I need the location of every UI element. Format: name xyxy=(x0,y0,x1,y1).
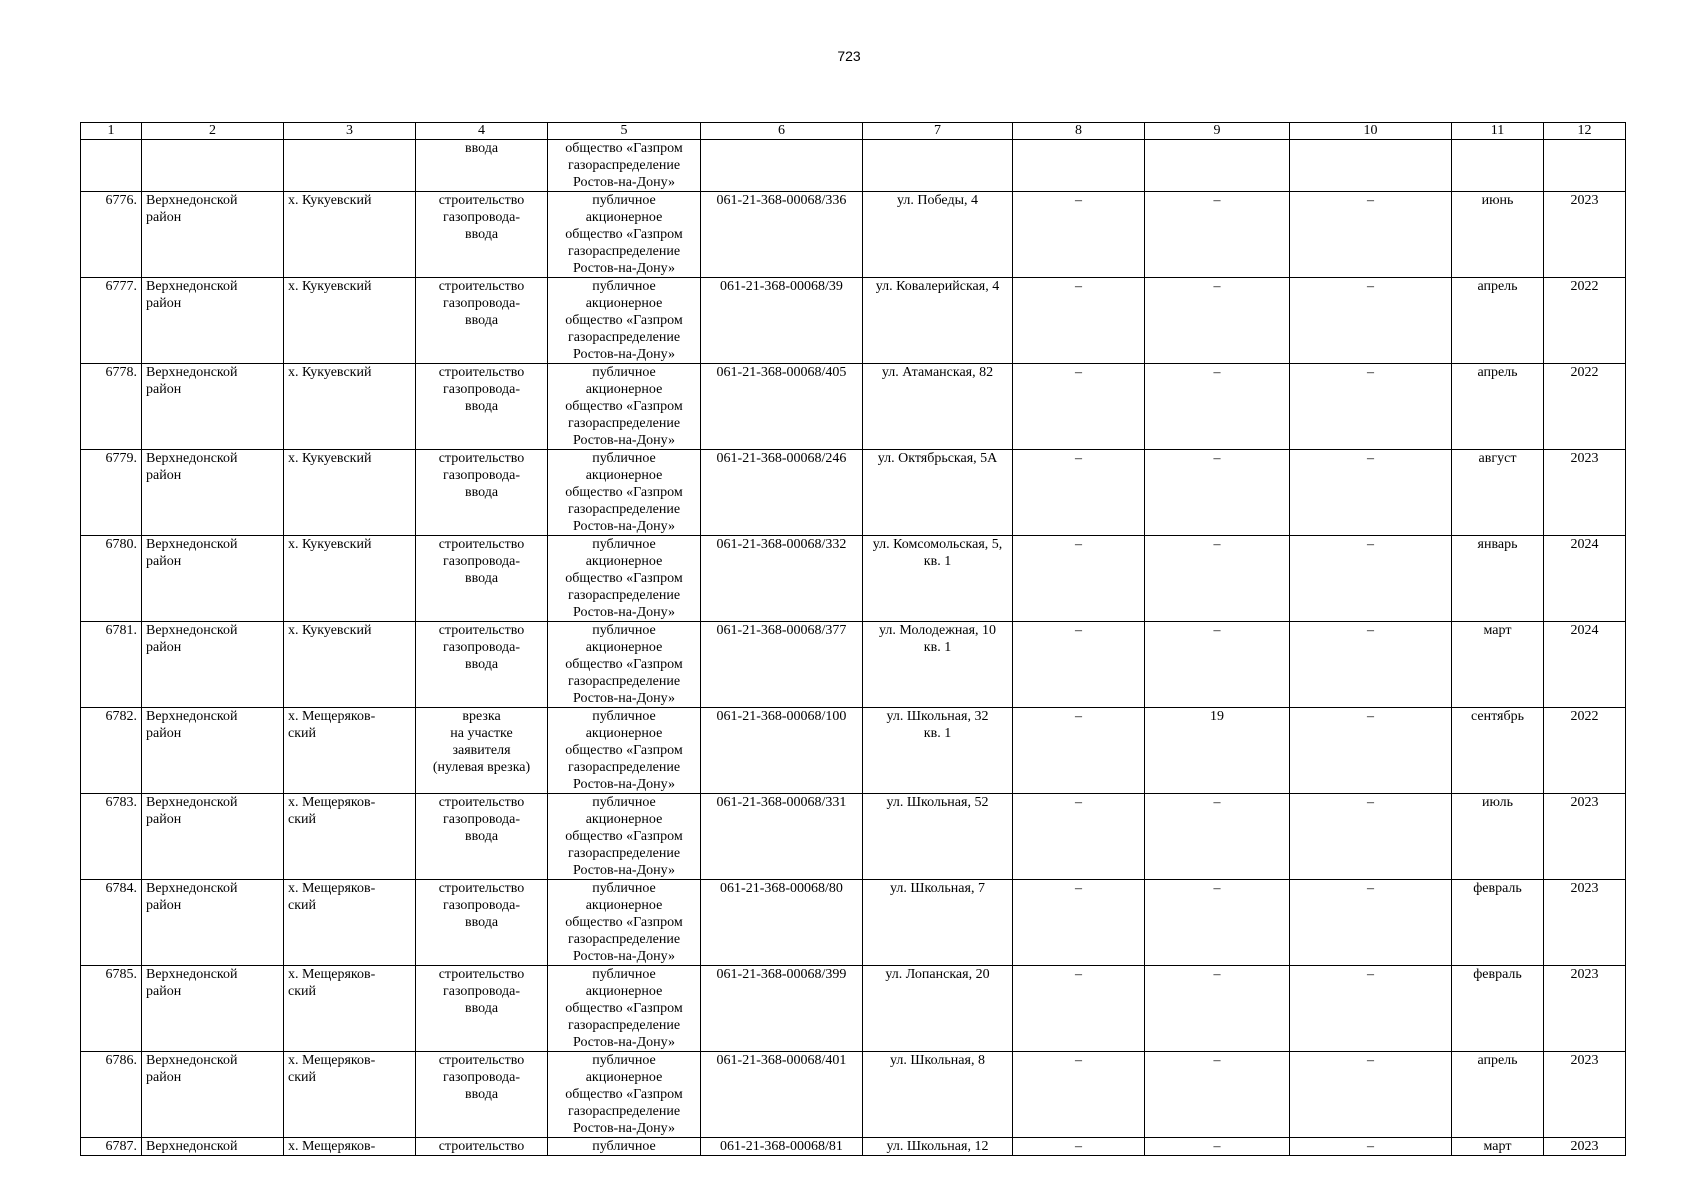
cell-work-type: строительство газопровода- ввода xyxy=(416,364,548,450)
cell-district: Верхнедонской район xyxy=(142,1052,284,1138)
table-row xyxy=(81,364,1626,450)
cell-col-9: – xyxy=(1145,278,1290,364)
cell-col-10: – xyxy=(1290,536,1452,622)
cell-col-8: – xyxy=(1013,364,1145,450)
cell-empty xyxy=(1544,140,1626,192)
cell-locality: х. Кукуевский xyxy=(284,622,416,708)
cell-year: 2023 xyxy=(1544,1052,1626,1138)
table-row xyxy=(81,278,1626,364)
column-header: 10 xyxy=(1290,123,1452,140)
cell-col-8: – xyxy=(1013,708,1145,794)
cell-locality: х. Мещеряков- ский xyxy=(284,708,416,794)
cell-address: ул. Школьная, 32 кв. 1 xyxy=(863,708,1013,794)
cell-col-9: – xyxy=(1145,450,1290,536)
cell-col-8: – xyxy=(1013,192,1145,278)
cell-district: Верхнедонской район xyxy=(142,450,284,536)
cell-col-9: – xyxy=(1145,1138,1290,1156)
cell-year: 2023 xyxy=(1544,450,1626,536)
column-header: 4 xyxy=(416,123,548,140)
cell-registration-code: 061-21-368-00068/331 xyxy=(701,794,863,880)
cell-locality: х. Кукуевский xyxy=(284,364,416,450)
cell-col-10: – xyxy=(1290,966,1452,1052)
cell-col-9: – xyxy=(1145,880,1290,966)
cell-registration-code: 061-21-368-00068/332 xyxy=(701,536,863,622)
cell-row-number: 6784. xyxy=(81,880,142,966)
table-row xyxy=(81,966,1626,1052)
cell-year: 2022 xyxy=(1544,708,1626,794)
cell-col-8: – xyxy=(1013,536,1145,622)
continuation-row xyxy=(81,140,1626,192)
cell-row-number: 6787. xyxy=(81,1138,142,1156)
table-row xyxy=(81,622,1626,708)
cell-organization: публичное акционерное общество «Газпром газораспределение Ростов-на-Дону» xyxy=(548,278,701,364)
cell-col-9: – xyxy=(1145,536,1290,622)
table-row xyxy=(81,450,1626,536)
cell-col-8: – xyxy=(1013,622,1145,708)
table-row xyxy=(81,794,1626,880)
registry-table xyxy=(80,122,1626,1156)
cell-year: 2022 xyxy=(1544,364,1626,450)
cell-month: март xyxy=(1452,622,1544,708)
cell-year: 2024 xyxy=(1544,536,1626,622)
cell-month: февраль xyxy=(1452,880,1544,966)
cell-month: апрель xyxy=(1452,364,1544,450)
cell-row-number: 6781. xyxy=(81,622,142,708)
cell-col-10: – xyxy=(1290,622,1452,708)
cell-col-10: – xyxy=(1290,364,1452,450)
cell-registration-code: 061-21-368-00068/246 xyxy=(701,450,863,536)
cell-empty xyxy=(284,140,416,192)
cell-row-number: 6786. xyxy=(81,1052,142,1138)
cell-district: Верхнедонской район xyxy=(142,794,284,880)
cell-locality: х. Кукуевский xyxy=(284,192,416,278)
cell-address: ул. Школьная, 7 xyxy=(863,880,1013,966)
cell-organization: публичное акционерное общество «Газпром газораспределение Ростов-на-Дону» xyxy=(548,192,701,278)
cell-row-number: 6776. xyxy=(81,192,142,278)
cell-empty xyxy=(701,140,863,192)
cell-organization: публичное акционерное общество «Газпром газораспределение Ростов-на-Дону» xyxy=(548,794,701,880)
cell-work-type: строительство газопровода- ввода xyxy=(416,880,548,966)
cell-row-number: 6777. xyxy=(81,278,142,364)
cell-registration-code: 061-21-368-00068/81 xyxy=(701,1138,863,1156)
column-header: 3 xyxy=(284,123,416,140)
cell-work-type: строительство газопровода- ввода xyxy=(416,192,548,278)
column-header: 7 xyxy=(863,123,1013,140)
cell-col-10: – xyxy=(1290,278,1452,364)
cell-locality: х. Мещеряков- ский xyxy=(284,880,416,966)
cell-col-9: – xyxy=(1145,794,1290,880)
table-row xyxy=(81,708,1626,794)
cell-locality: х. Мещеряков- xyxy=(284,1138,416,1156)
cell-registration-code: 061-21-368-00068/39 xyxy=(701,278,863,364)
cell-district: Верхнедонской район xyxy=(142,278,284,364)
cell-row-number: 6779. xyxy=(81,450,142,536)
cell-row-number: 6782. xyxy=(81,708,142,794)
column-header: 6 xyxy=(701,123,863,140)
cell-empty xyxy=(81,140,142,192)
cell-month: август xyxy=(1452,450,1544,536)
cell-locality: х. Мещеряков- ский xyxy=(284,966,416,1052)
cell-col-10: – xyxy=(1290,880,1452,966)
cell-locality: х. Кукуевский xyxy=(284,450,416,536)
cell-organization: публичное акционерное общество «Газпром газораспределение Ростов-на-Дону» xyxy=(548,966,701,1052)
cell-col-10: – xyxy=(1290,450,1452,536)
cell-month: февраль xyxy=(1452,966,1544,1052)
cell-col-9: – xyxy=(1145,1052,1290,1138)
column-header: 9 xyxy=(1145,123,1290,140)
cell-empty xyxy=(1013,140,1145,192)
cell-col-9: 19 xyxy=(1145,708,1290,794)
cell-address: ул. Школьная, 12 xyxy=(863,1138,1013,1156)
cell-locality: х. Мещеряков- ский xyxy=(284,794,416,880)
cell-registration-code: 061-21-368-00068/399 xyxy=(701,966,863,1052)
cell-district: Верхнедонской район xyxy=(142,536,284,622)
cell-locality: х. Кукуевский xyxy=(284,278,416,364)
cell-col-9: – xyxy=(1145,364,1290,450)
table-row xyxy=(81,1138,1626,1156)
cell-empty xyxy=(863,140,1013,192)
cell-organization: публичное акционерное общество «Газпром газораспределение Ростов-на-Дону» xyxy=(548,708,701,794)
cell-district: Верхнедонской район xyxy=(142,880,284,966)
cell-row-number: 6785. xyxy=(81,966,142,1052)
cell-work-type: строительство газопровода- ввода xyxy=(416,622,548,708)
cell-organization: публичное акционерное общество «Газпром газораспределение Ростов-на-Дону» xyxy=(548,364,701,450)
cell-organization: публичное акционерное общество «Газпром газораспределение Ростов-на-Дону» xyxy=(548,536,701,622)
cell-row-number: 6780. xyxy=(81,536,142,622)
cell-registration-code: 061-21-368-00068/336 xyxy=(701,192,863,278)
cell-address: ул. Октябрьская, 5А xyxy=(863,450,1013,536)
cell-row-number: 6783. xyxy=(81,794,142,880)
column-header: 5 xyxy=(548,123,701,140)
cell-month: январь xyxy=(1452,536,1544,622)
cell-month: март xyxy=(1452,1138,1544,1156)
cell-district: Верхнедонской район xyxy=(142,622,284,708)
column-header: 12 xyxy=(1544,123,1626,140)
cell-work-type: строительство газопровода- ввода xyxy=(416,794,548,880)
cell-year: 2022 xyxy=(1544,278,1626,364)
cell-col-8: – xyxy=(1013,1138,1145,1156)
cell-address: ул. Школьная, 52 xyxy=(863,794,1013,880)
cell-district: Верхнедонской район xyxy=(142,192,284,278)
page-number: 723 xyxy=(837,48,861,64)
cell-work-type: строительство xyxy=(416,1138,548,1156)
cell-registration-code: 061-21-368-00068/100 xyxy=(701,708,863,794)
column-header: 8 xyxy=(1013,123,1145,140)
cell-month: июнь xyxy=(1452,192,1544,278)
cell-locality: х. Кукуевский xyxy=(284,536,416,622)
cell-year: 2023 xyxy=(1544,966,1626,1052)
table-row xyxy=(81,536,1626,622)
cell-year: 2023 xyxy=(1544,880,1626,966)
cell-work-type: строительство газопровода- ввода xyxy=(416,450,548,536)
cell-col-10: – xyxy=(1290,1138,1452,1156)
cell-organization: публичное акционерное общество «Газпром газораспределение Ростов-на-Дону» xyxy=(548,1052,701,1138)
cell-col-9: – xyxy=(1145,622,1290,708)
cell-year: 2024 xyxy=(1544,622,1626,708)
cell-col-10: – xyxy=(1290,192,1452,278)
cell-empty xyxy=(142,140,284,192)
cell-address: ул. Школьная, 8 xyxy=(863,1052,1013,1138)
cell-col-8: – xyxy=(1013,1052,1145,1138)
cell-work-type: строительство газопровода- ввода xyxy=(416,278,548,364)
cell-address: ул. Победы, 4 xyxy=(863,192,1013,278)
table-row xyxy=(81,192,1626,278)
cell-col-8: – xyxy=(1013,794,1145,880)
cell-work-type: строительство газопровода- ввода xyxy=(416,536,548,622)
cell-col-10: – xyxy=(1290,794,1452,880)
cell-work-type: строительство газопровода- ввода xyxy=(416,966,548,1052)
column-number-header-row xyxy=(81,123,1626,140)
cell-registration-code: 061-21-368-00068/401 xyxy=(701,1052,863,1138)
cell-row-number: 6778. xyxy=(81,364,142,450)
table-row xyxy=(81,880,1626,966)
cell-year: 2023 xyxy=(1544,1138,1626,1156)
cell-district: Верхнедонской район xyxy=(142,966,284,1052)
cell-organization: публичное акционерное общество «Газпром газораспределение Ростов-на-Дону» xyxy=(548,450,701,536)
cell-empty xyxy=(1145,140,1290,192)
cell-work-type: ввода xyxy=(416,140,548,192)
cell-month: сентябрь xyxy=(1452,708,1544,794)
table-row xyxy=(81,1052,1626,1138)
cell-col-9: – xyxy=(1145,192,1290,278)
cell-col-8: – xyxy=(1013,966,1145,1052)
cell-work-type: врезка на участке заявителя (нулевая врезка) xyxy=(416,708,548,794)
cell-organization: публичное акционерное общество «Газпром газораспределение Ростов-на-Дону» xyxy=(548,880,701,966)
cell-registration-code: 061-21-368-00068/377 xyxy=(701,622,863,708)
cell-col-10: – xyxy=(1290,1052,1452,1138)
cell-locality: х. Мещеряков- ский xyxy=(284,1052,416,1138)
cell-district: Верхнедонской район xyxy=(142,708,284,794)
cell-registration-code: 061-21-368-00068/405 xyxy=(701,364,863,450)
column-header: 11 xyxy=(1452,123,1544,140)
cell-col-8: – xyxy=(1013,278,1145,364)
cell-address: ул. Молодежная, 10 кв. 1 xyxy=(863,622,1013,708)
cell-col-9: – xyxy=(1145,966,1290,1052)
cell-address: ул. Лопанская, 20 xyxy=(863,966,1013,1052)
cell-district: Верхнедонской xyxy=(142,1138,284,1156)
cell-year: 2023 xyxy=(1544,192,1626,278)
cell-organization: публичное акционерное общество «Газпром газораспределение Ростов-на-Дону» xyxy=(548,622,701,708)
cell-organization: публичное xyxy=(548,1138,701,1156)
cell-month: апрель xyxy=(1452,1052,1544,1138)
cell-col-10: – xyxy=(1290,708,1452,794)
cell-district: Верхнедонской район xyxy=(142,364,284,450)
cell-col-8: – xyxy=(1013,880,1145,966)
cell-year: 2023 xyxy=(1544,794,1626,880)
cell-month: июль xyxy=(1452,794,1544,880)
cell-registration-code: 061-21-368-00068/80 xyxy=(701,880,863,966)
cell-organization: общество «Газпром газораспределение Ростов-на-Дону» xyxy=(548,140,701,192)
column-header: 1 xyxy=(81,123,142,140)
column-header: 2 xyxy=(142,123,284,140)
cell-address: ул. Ковалерийская, 4 xyxy=(863,278,1013,364)
cell-address: ул. Атаманская, 82 xyxy=(863,364,1013,450)
cell-month: апрель xyxy=(1452,278,1544,364)
cell-empty xyxy=(1290,140,1452,192)
cell-work-type: строительство газопровода- ввода xyxy=(416,1052,548,1138)
cell-address: ул. Комсомольская, 5, кв. 1 xyxy=(863,536,1013,622)
cell-col-8: – xyxy=(1013,450,1145,536)
cell-empty xyxy=(1452,140,1544,192)
